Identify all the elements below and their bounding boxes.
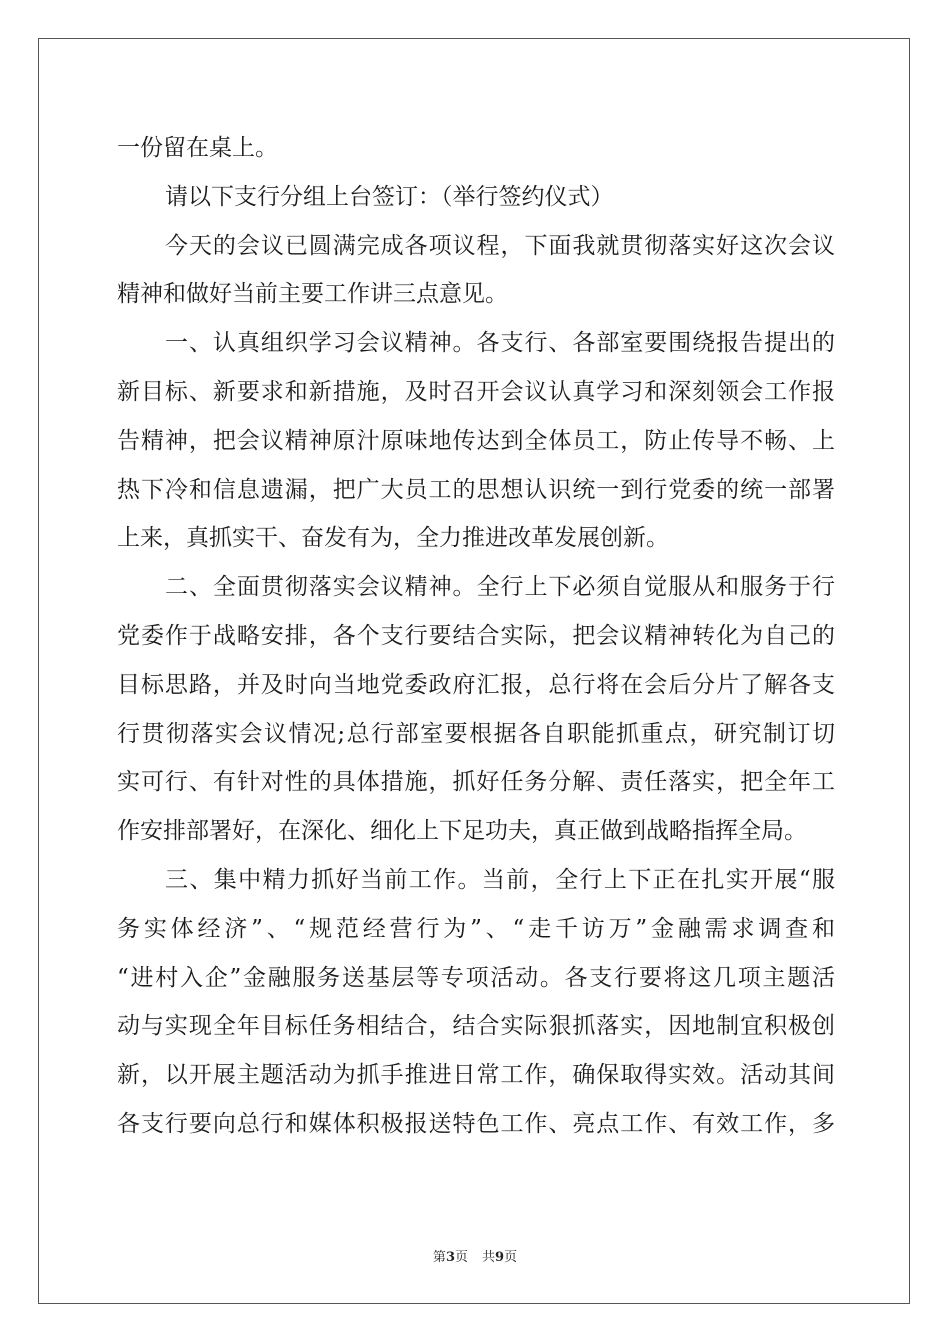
text-line: 请以下支行分组上台签订：（举行签约仪式） [165,183,614,210]
text-line: 一份留在桌上。 [117,135,278,161]
text-line: 新目标、新要求和新措施，及时召开会议认真学习和深刻领会工作报 [117,378,835,405]
text-line: 作安排部署好，在深化、细化上下足功夫，真正做到战略指挥全局。 [117,818,807,845]
text-line: 一、认真组织学习会议精神。各支行、各部室要围绕报告提出的 [165,330,835,357]
text-line: 上来，真抓实干、奋发有为，全力推进改革发展创新。 [117,525,669,552]
text-line: 告精神，把会议精神原汁原味地传达到全体员工，防止传导不畅、上 [117,427,835,454]
text-line: 动与实现全年目标任务相结合，结合实际狠抓落实，因地制宜积极创 [117,1013,835,1040]
text-line: 今天的会议已圆满完成各项议程，下面我就贯彻落实好这次会议 [165,232,835,259]
text-line: 热下冷和信息遗漏，把广大员工的思想认识统一到行党委的统一部署 [117,476,835,503]
text-line: 精神和做好当前主要工作讲三点意见。 [117,281,508,308]
text-line: 务实体经济”、“规范经营行为”、“走千访万”金融需求调查和 [117,915,835,942]
text-line: 各支行要向总行和媒体积极报送特色工作、亮点工作、有效工作，多 [117,1110,835,1137]
text-line: 实可行、有针对性的具体措施，抓好任务分解、责任落实，把全年工 [117,769,835,796]
text-line: “进村入企”金融服务送基层等专项活动。各支行要将这几项主题活 [117,964,835,991]
text-line: 党委作于战略安排，各个支行要结合实际，把会议精神转化为自己的 [117,622,835,649]
total-pages-suffix: 页 [504,1250,518,1265]
total-pages-number: 9 [495,1250,505,1265]
page-number-suffix: 页 [454,1250,468,1265]
text-line: 二、全面贯彻落实会议精神。全行上下必须自觉服从和服务于行 [165,574,835,601]
page-number-prefix: 第 [432,1250,446,1265]
page-footer [0,1246,950,1265]
total-pages-prefix: 共 [482,1250,496,1265]
text-line: 目标思路，并及时向当地党委政府汇报，总行将在会后分片了解各支 [117,671,835,698]
text-line: 新，以开展主题活动为抓手推进日常工作，确保取得实效。活动其间 [117,1062,835,1089]
document-body [117,124,835,1149]
text-line: 三、集中精力抓好当前工作。当前，全行上下正在扎实开展“服 [165,866,835,893]
current-page-number: 3 [445,1250,455,1265]
text-line: 行贯彻落实会议情况;总行部室要根据各自职能抓重点，研究制订切 [117,720,835,747]
